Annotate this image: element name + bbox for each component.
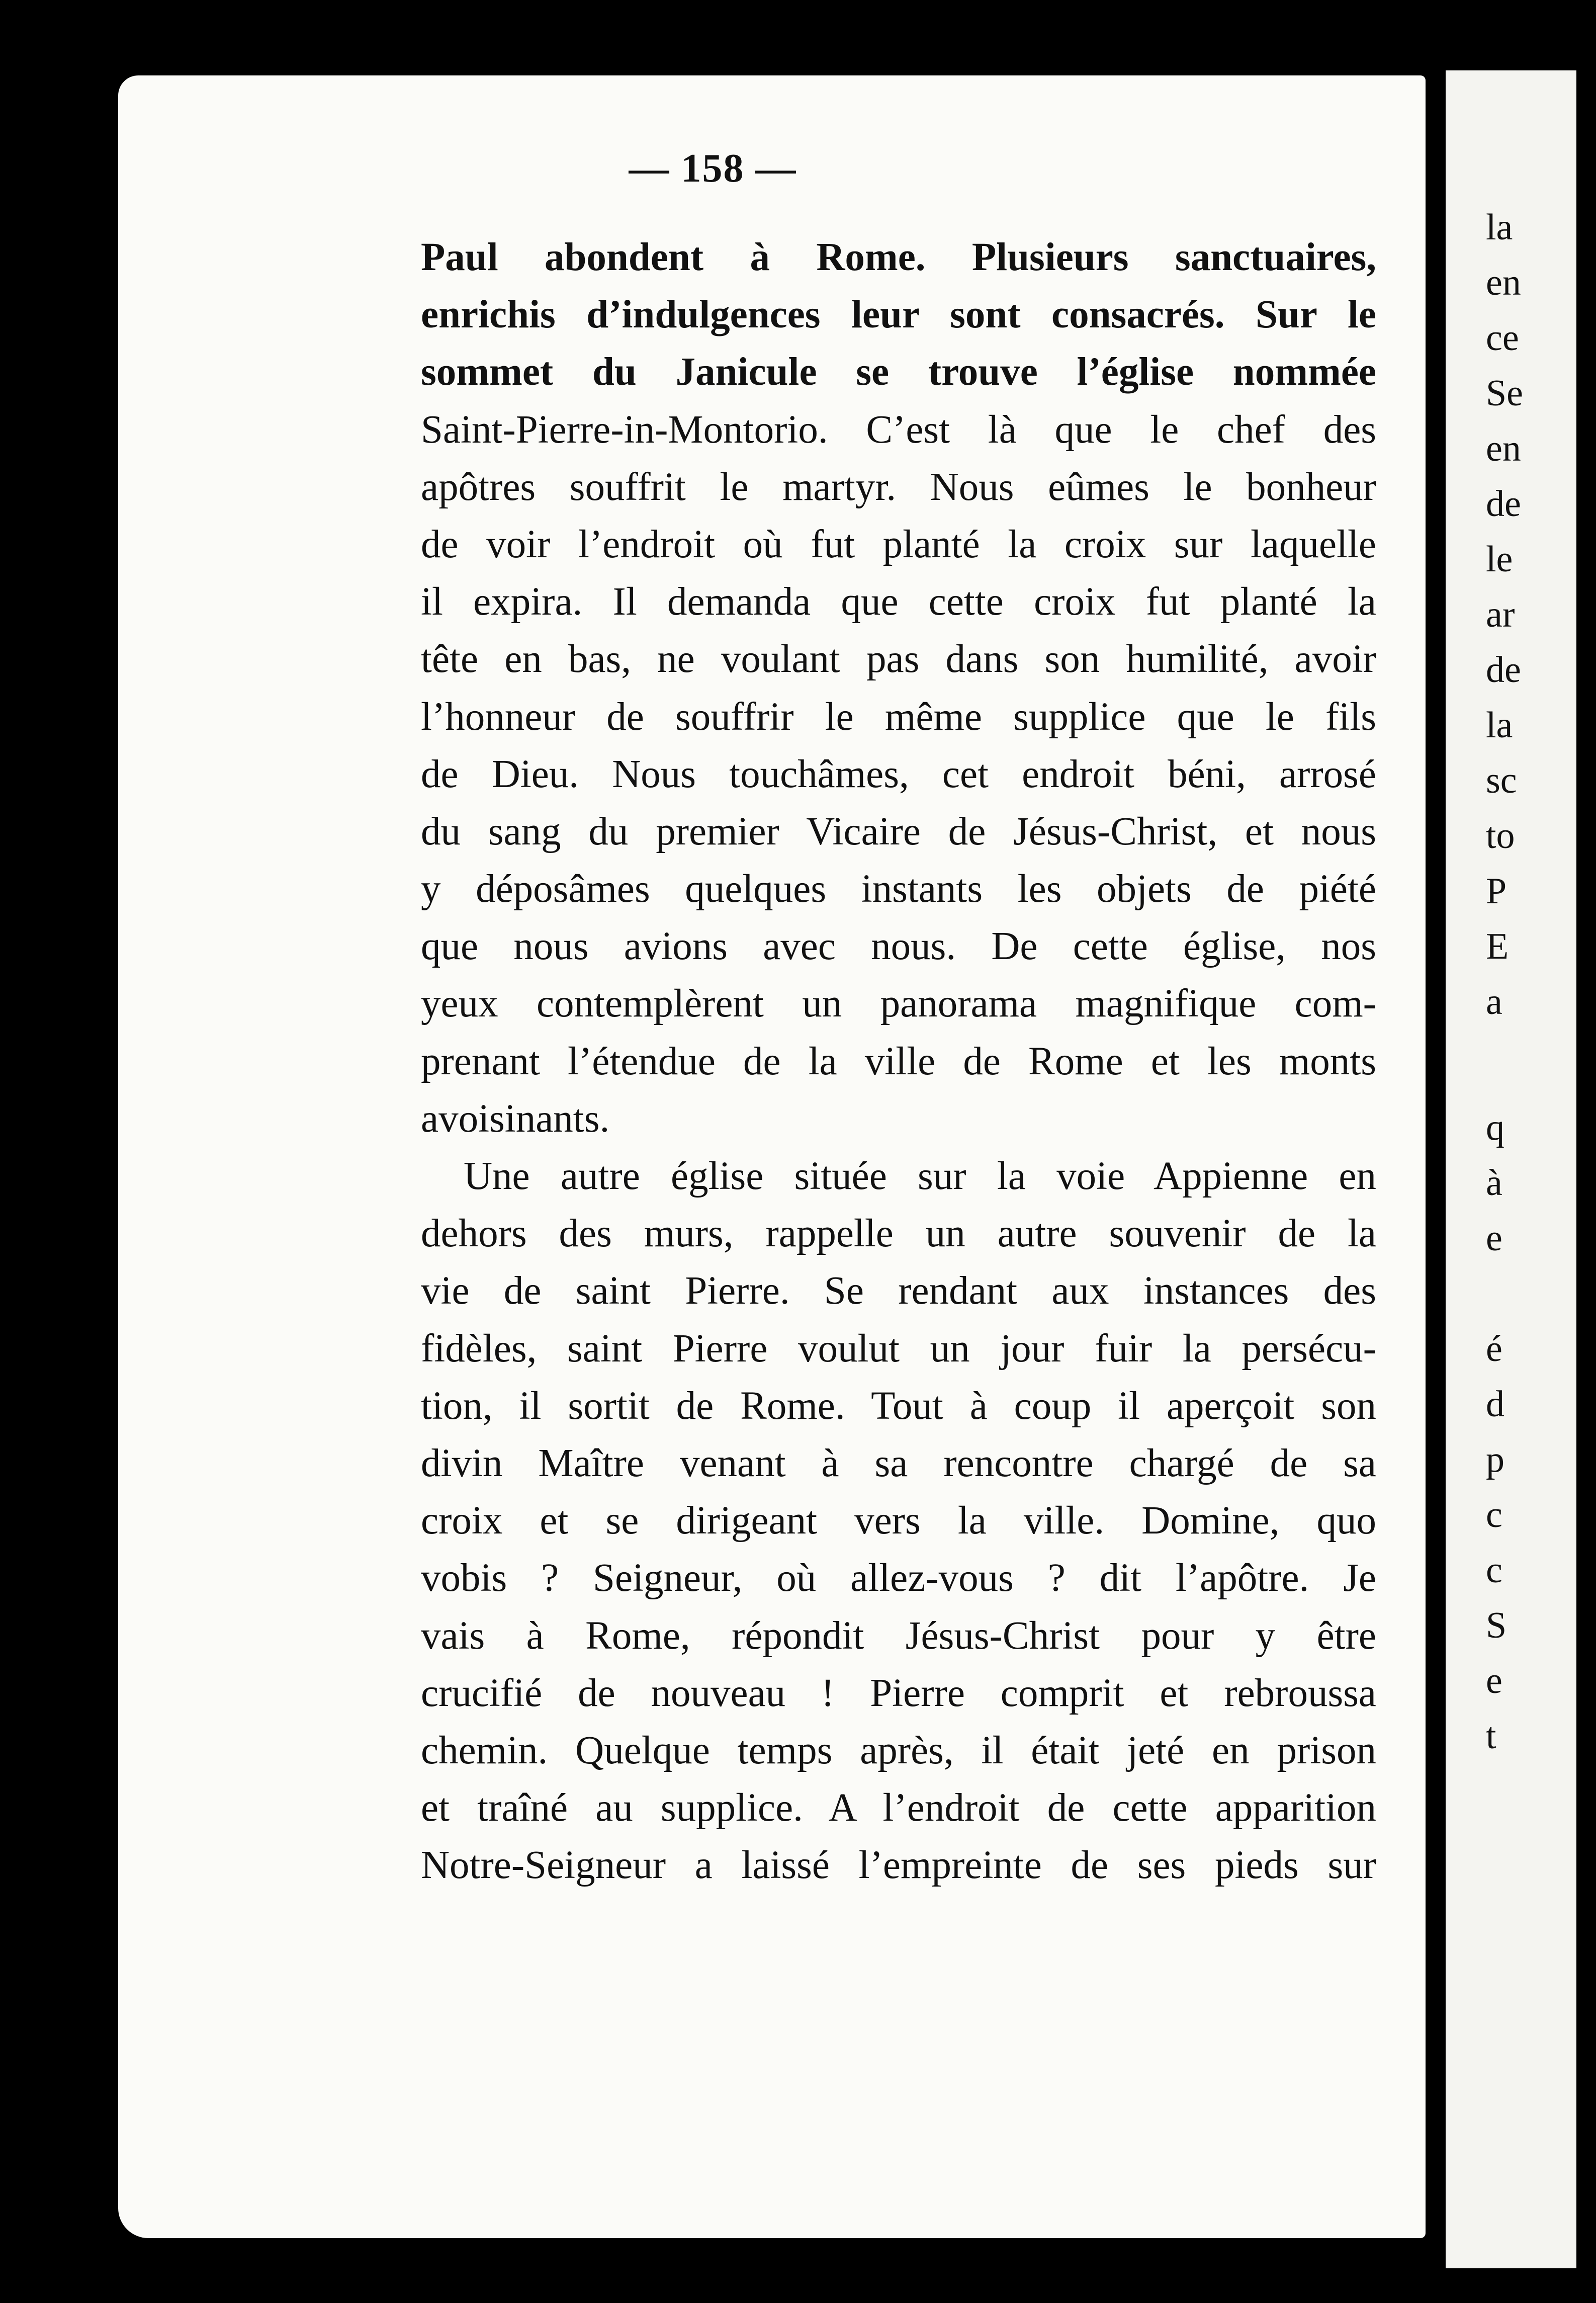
text-line: il expira. Il demanda que cette croix fut planté la (421, 580, 1376, 624)
text-line: chemin. Quelque temps après, il était jeté en prison (421, 1728, 1376, 1772)
text-line: sommet du Janicule se trouve l’église nommée (421, 350, 1376, 394)
adjacent-page-fragment: é (1486, 1328, 1502, 1370)
book-gutter (1426, 70, 1446, 2283)
adjacent-page-fragment: t (1486, 1716, 1496, 1757)
adjacent-page-fragment: en (1486, 428, 1521, 469)
text-line: avoisinants. (421, 1096, 610, 1141)
adjacent-page-fragment: c (1486, 1494, 1502, 1536)
text-line: Notre-Seigneur a laissé l’empreinte de ses pieds sur (421, 1843, 1376, 1888)
text-line: crucifié de nouveau ! Pierre comprit et rebroussa (421, 1671, 1376, 1715)
adjacent-page-fragment: le (1486, 539, 1513, 580)
text-line: l’honneur de souffrir le même supplice que le fils (421, 695, 1376, 739)
adjacent-page-fragment: d (1486, 1384, 1504, 1425)
text-line: apôtres souffrit le martyr. Nous eûmes le bonheur (421, 465, 1376, 509)
adjacent-page-edge (1446, 70, 1576, 2268)
text-line: enrichis d’indulgences leur sont consacrés. Sur le (421, 293, 1376, 337)
text-line: divin Maître venant à sa rencontre chargé de sa (421, 1441, 1376, 1485)
adjacent-page-fragment: Se (1486, 373, 1523, 414)
text-line: Saint-Pierre-in-Montorio. C’est là que le chef des (421, 407, 1376, 452)
text-line: y déposâmes quelques instants les objets de piété (421, 867, 1376, 911)
text-line: de Dieu. Nous touchâmes, cet endroit béni, arrosé (421, 752, 1376, 796)
adjacent-page-fragment: e (1486, 1660, 1502, 1701)
adjacent-page-fragment: de (1486, 483, 1521, 525)
text-line: de voir l’endroit où fut planté la croix sur laquelle (421, 522, 1376, 566)
adjacent-page-fragment: de (1486, 649, 1521, 691)
adjacent-page-fragment: e (1486, 1218, 1502, 1259)
adjacent-page-fragment: E (1486, 926, 1509, 967)
adjacent-page-fragment: sc (1486, 760, 1517, 801)
text-line: yeux contemplèrent un panorama magnifique com- (421, 982, 1376, 1026)
adjacent-page-fragment: P (1486, 871, 1507, 912)
text-line: dehors des murs, rappelle un autre souvenir de la (421, 1212, 1376, 1256)
adjacent-page-fragment: p (1486, 1439, 1504, 1480)
text-line: vie de saint Pierre. Se rendant aux instances des (421, 1269, 1376, 1313)
text-line: Paul abondent à Rome. Plusieurs sanctuaires, (421, 235, 1376, 279)
text-line: croix et se dirigeant vers la ville. Domine, quo (421, 1499, 1376, 1543)
adjacent-page-fragment: en (1486, 262, 1521, 303)
text-line: Une autre église située sur la voie Appienne en (464, 1154, 1376, 1198)
text-line: prenant l’étendue de la ville de Rome et les monts (421, 1039, 1376, 1083)
adjacent-page-fragment: q (1486, 1107, 1504, 1148)
text-line: que nous avions avec nous. De cette église, nos (421, 924, 1376, 969)
adjacent-page-fragment: ar (1486, 594, 1515, 635)
adjacent-page-fragment: c (1486, 1550, 1502, 1591)
text-line: fidèles, saint Pierre voulut un jour fuir la persécu- (421, 1326, 1376, 1371)
adjacent-page-fragment: ce (1486, 317, 1519, 359)
adjacent-page-fragment: to (1486, 815, 1515, 857)
adjacent-page-fragment: S (1486, 1605, 1507, 1646)
text-line: et traîné au supplice. A l’endroit de cette apparition (421, 1786, 1376, 1830)
page-text (421, 229, 1376, 1894)
text-line: vobis ? Seigneur, où allez-vous ? dit l’apôtre. Je (421, 1556, 1376, 1600)
text-line: tête en bas, ne voulant pas dans son humilité, avoir (421, 637, 1376, 681)
text-line: tion, il sortit de Rome. Tout à coup il aperçoit son (421, 1384, 1376, 1428)
text-line: vais à Rome, répondit Jésus-Christ pour y être (421, 1613, 1376, 1658)
page-number: — 158 — (629, 146, 797, 191)
adjacent-page-fragment: à (1486, 1162, 1502, 1204)
adjacent-page-fragment: a (1486, 981, 1502, 1022)
text-line: du sang du premier Vicaire de Jésus-Christ, et nous (421, 809, 1376, 854)
adjacent-page-fragment: la (1486, 705, 1513, 746)
adjacent-page-fragment: la (1486, 207, 1513, 248)
